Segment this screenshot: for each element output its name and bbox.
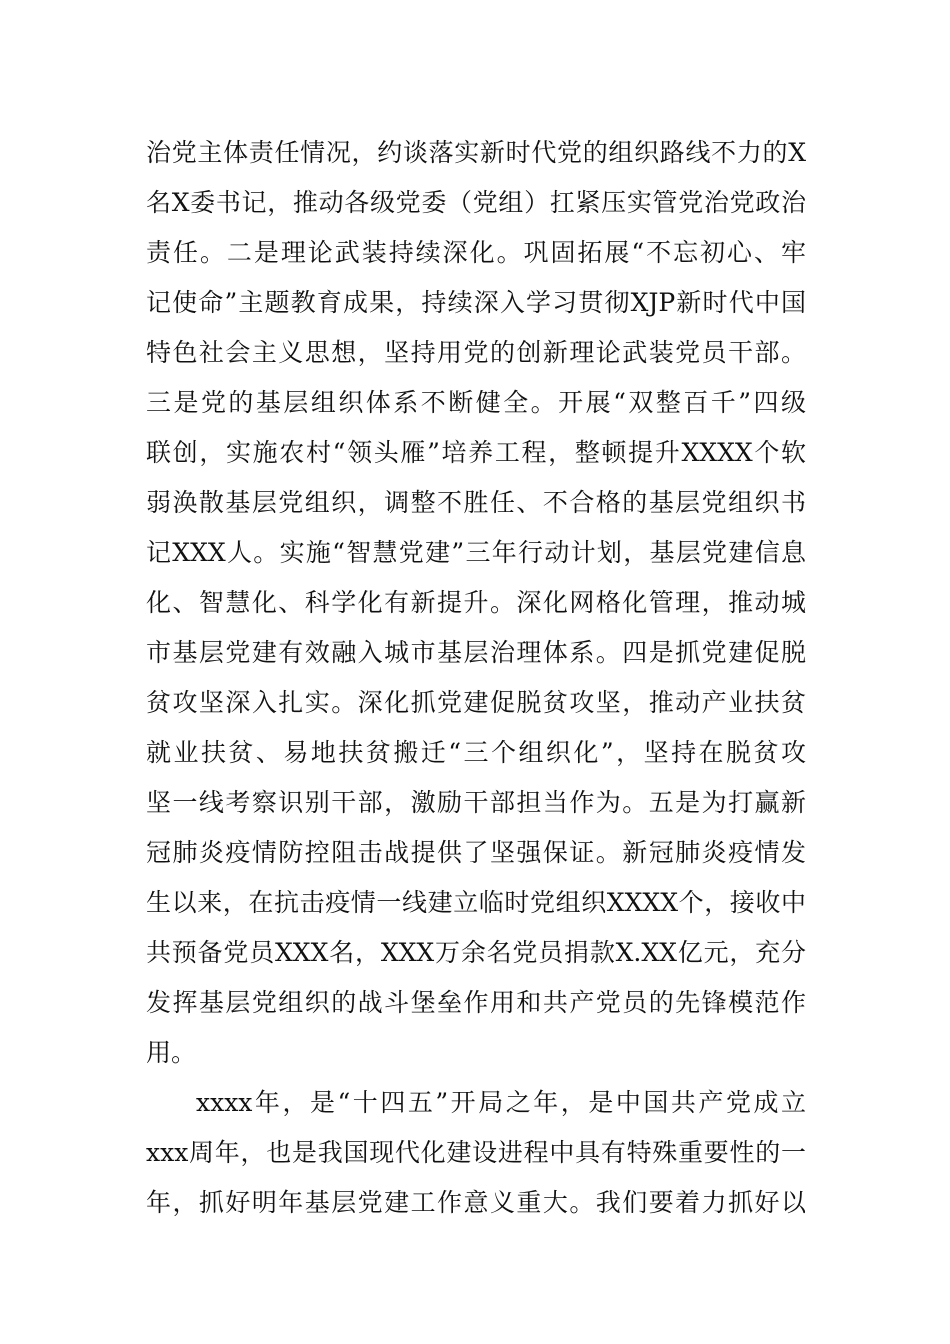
text-line: 发挥基层党组织的战斗堡垒作用和共产党员的先锋模范作 [146,988,806,1017]
text-line: 联创，实施农村“领头雁”培养工程，整顿提升XXXX个软 [146,438,806,467]
text-line: 坚一线考察识别干部，激励干部担当作为。五是为打赢新 [146,788,806,817]
text-line: 市基层党建有效融入城市基层治理体系。四是抓党建促脱 [146,638,806,667]
text-line: 贫攻坚深入扎实。深化抓党建促脱贫攻坚，推动产业扶贫 [146,688,806,717]
text-line: 治党主体责任情况，约谈落实新时代党的组织路线不力的X [146,138,806,167]
text-line: 用。 [146,1038,197,1067]
text-line: 弱涣散基层党组织，调整不胜任、不合格的基层党组织书 [146,488,806,517]
text-line: 就业扶贫、易地扶贫搬迁“三个组织化”，坚持在脱贫攻 [146,738,806,767]
text-line: 责任。二是理论武装持续深化。巩固拓展“不忘初心、牢 [146,238,806,267]
text-line: 特色社会主义思想，坚持用党的创新理论武装党员干部。 [146,338,806,367]
text-line: xxxx年，是“十四五”开局之年，是中国共产党成立 [196,1088,806,1117]
text-line: 生以来，在抗击疫情一线建立临时党组织XXXX个，接收中 [146,888,806,917]
text-line: 记XXX人。实施“智慧党建”三年行动计划，基层党建信息 [146,538,806,567]
text-line: 冠肺炎疫情防控阻击战提供了坚强保证。新冠肺炎疫情发 [146,838,806,867]
text-line: 化、智慧化、科学化有新提升。深化网格化管理，推动城 [146,588,806,617]
text-line: 三是党的基层组织体系不断健全。开展“双整百千”四级 [146,388,806,417]
text-line: 名X委书记，推动各级党委（党组）扛紧压实管党治党政治 [146,188,806,217]
text-line: 记使命”主题教育成果，持续深入学习贯彻XJP新时代中国 [146,288,806,317]
text-line: 共预备党员XXX名，XXX万余名党员捐款X.XX亿元，充分 [146,938,806,967]
text-line: xxx周年，也是我国现代化建设进程中具有特殊重要性的一 [146,1138,806,1167]
text-line: 年，抓好明年基层党建工作意义重大。我们要着力抓好以 [146,1188,806,1217]
